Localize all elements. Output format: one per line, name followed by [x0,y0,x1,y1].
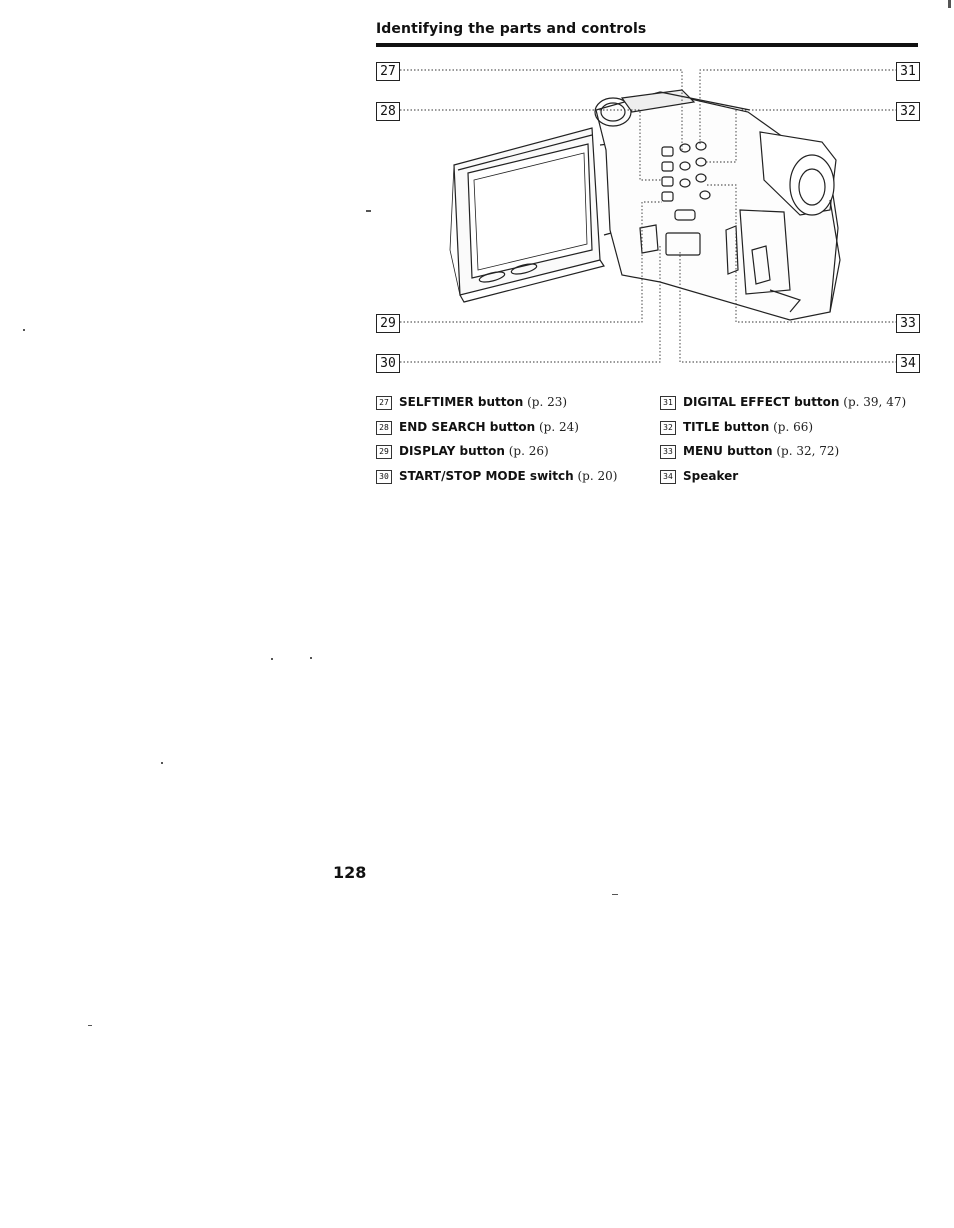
camera-body [595,90,840,320]
legend-number: 32 [660,421,676,435]
scan-speck [310,657,312,659]
scan-speck [612,894,618,895]
callout-31: 31 [896,62,920,81]
scan-speck [161,762,163,764]
callout-33: 33 [896,314,920,333]
legend-number: 34 [660,470,676,484]
legend-item [376,464,617,489]
legend-item [376,415,617,440]
legend-item-name: DIGITAL EFFECT button [683,395,840,409]
legend-item [660,464,906,489]
legend-item [376,439,617,464]
legend-number: 28 [376,421,392,435]
camcorder-figure [360,50,930,380]
legend-item-ref: (p. 26) [508,444,549,458]
scan-speck [271,658,273,660]
legend-number: 30 [376,470,392,484]
legend-number: 33 [660,445,676,459]
legend-item-name: Speaker [683,468,739,483]
page-number: 128 [333,863,367,882]
legend-item-name: END SEARCH button [399,419,536,434]
legend-item-ref: (p. 66) [773,419,814,434]
scan-speck [366,210,371,212]
legend-item-name: DISPLAY button [399,444,505,458]
callout-30: 30 [376,354,400,373]
callout-28: 28 [376,102,400,121]
legend-item [660,415,906,440]
legend-item [660,390,906,415]
legend-item-ref: (p. 32, 72) [776,444,840,458]
callout-32: 32 [896,102,920,121]
legend-item-ref: (p. 24) [539,419,579,434]
title-rule [376,43,918,47]
scan-speck [88,1025,92,1026]
lcd-panel [450,128,604,302]
scan-speck [23,329,25,331]
legend-number: 27 [376,396,392,410]
camcorder-illustration [360,50,930,380]
legend-right [660,390,906,488]
legend-number: 31 [660,396,676,410]
callout-27: 27 [376,62,400,81]
section-title: Identifying the parts and controls [376,21,647,37]
legend-item [660,439,906,464]
legend-item-name: SELFTIMER button [399,395,524,409]
legend-item [376,390,617,415]
legend-left [376,390,617,488]
legend-item-ref: (p. 23) [527,395,568,409]
legend-item-ref: (p. 39, 47) [843,395,907,409]
scan-speck [948,0,951,8]
legend-item-name: TITLE button [683,419,770,434]
legend-item-name: MENU button [683,444,773,458]
legend-number: 29 [376,445,392,459]
legend-item-ref: (p. 20) [577,468,618,483]
callout-29: 29 [376,314,400,333]
callout-34: 34 [896,354,920,373]
legend-item-name: START/STOP MODE switch [399,468,574,483]
